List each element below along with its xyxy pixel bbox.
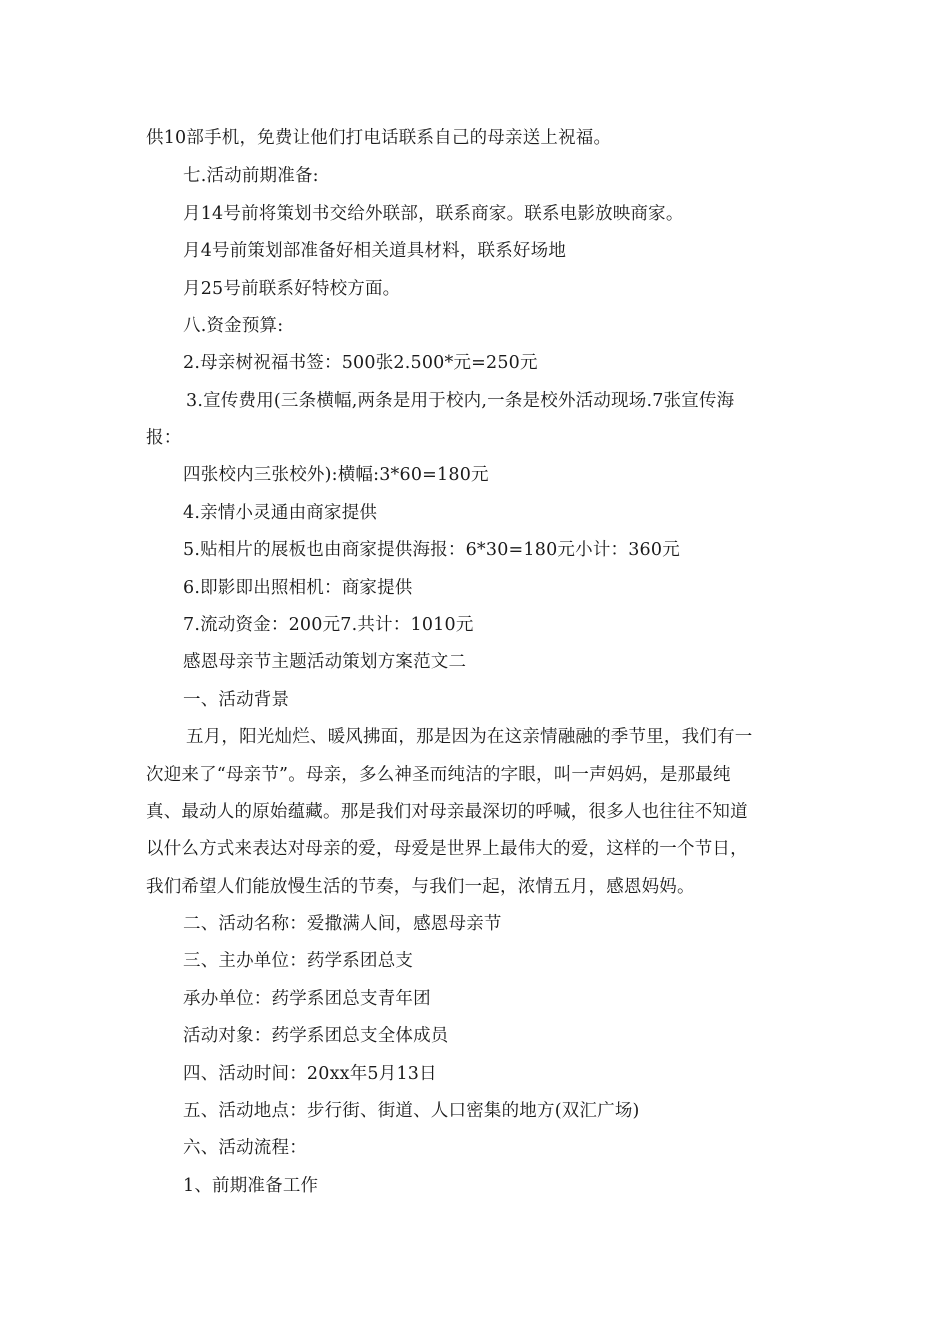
paragraph-line: 以什么方式来表达对母亲的爱，母爱是世界上最伟大的爱，这样的一个节日，: [146, 839, 748, 859]
text-line: 1、前期准备工作: [183, 1176, 319, 1196]
text-line: 7.流动资金：200元7.共计：1010元: [183, 615, 474, 635]
text-line: 供10部手机，免费让他们打电话联系自己的母亲送上祝福。: [146, 128, 612, 148]
paragraph-line: 五月，阳光灿烂、暖风拂面，那是因为在这亲情融融的季节里，我们有一: [186, 727, 753, 747]
section-heading: 二、活动名称：爱撒满人间，感恩母亲节: [183, 914, 502, 934]
text-line: 报：: [146, 428, 182, 448]
text-line: 月14号前将策划书交给外联部，联系商家。联系电影放映商家。: [183, 204, 684, 224]
section-heading: 一、活动背景: [183, 690, 290, 710]
text-line: 四张校内三张校外):横幅:3*60=180元: [183, 465, 489, 485]
text-line: 月4号前策划部准备好相关道具材料，联系好场地: [183, 241, 567, 261]
text-line: 3.宣传费用(三条横幅,两条是用于校内,一条是校外活动现场.7张宣传海: [186, 391, 735, 411]
section-heading: 五、活动地点：步行街、街道、人口密集的地方(双汇广场): [183, 1101, 640, 1121]
section-heading: 八.资金预算:: [183, 316, 284, 336]
text-line: 5.贴相片的展板也由商家提供海报：6*30=180元小计：360元: [183, 540, 680, 560]
section-heading: 三、主办单位：药学系团总支: [183, 951, 414, 971]
paragraph-line: 我们希望人们能放慢生活的节奏，与我们一起，浓情五月，感恩妈妈。: [146, 877, 695, 897]
paragraph-line: 真、最动人的原始蕴藏。那是我们对母亲最深切的呼喊，很多人也往往不知道: [146, 802, 748, 822]
paragraph-line: 次迎来了“母亲节”。母亲，多么神圣而纯洁的字眼，叫一声妈妈，是那最纯: [146, 765, 731, 785]
section-heading: 六、活动流程：: [183, 1138, 307, 1158]
document-title: 感恩母亲节主题活动策划方案范文二: [183, 652, 467, 672]
text-line: 活动对象：药学系团总支全体成员: [183, 1026, 449, 1046]
section-heading: 四、活动时间：20xx年5月13日: [183, 1064, 437, 1084]
text-line: 2.母亲树祝福书签：500张2.500*元=250元: [183, 353, 538, 373]
text-line: 月25号前联系好特校方面。: [183, 279, 401, 299]
section-heading: 七.活动前期准备:: [183, 166, 319, 186]
text-line: 承办单位：药学系团总支青年团: [183, 989, 431, 1009]
text-line: 6.即影即出照相机：商家提供: [183, 578, 413, 598]
text-line: 4.亲情小灵通由商家提供: [183, 503, 378, 523]
